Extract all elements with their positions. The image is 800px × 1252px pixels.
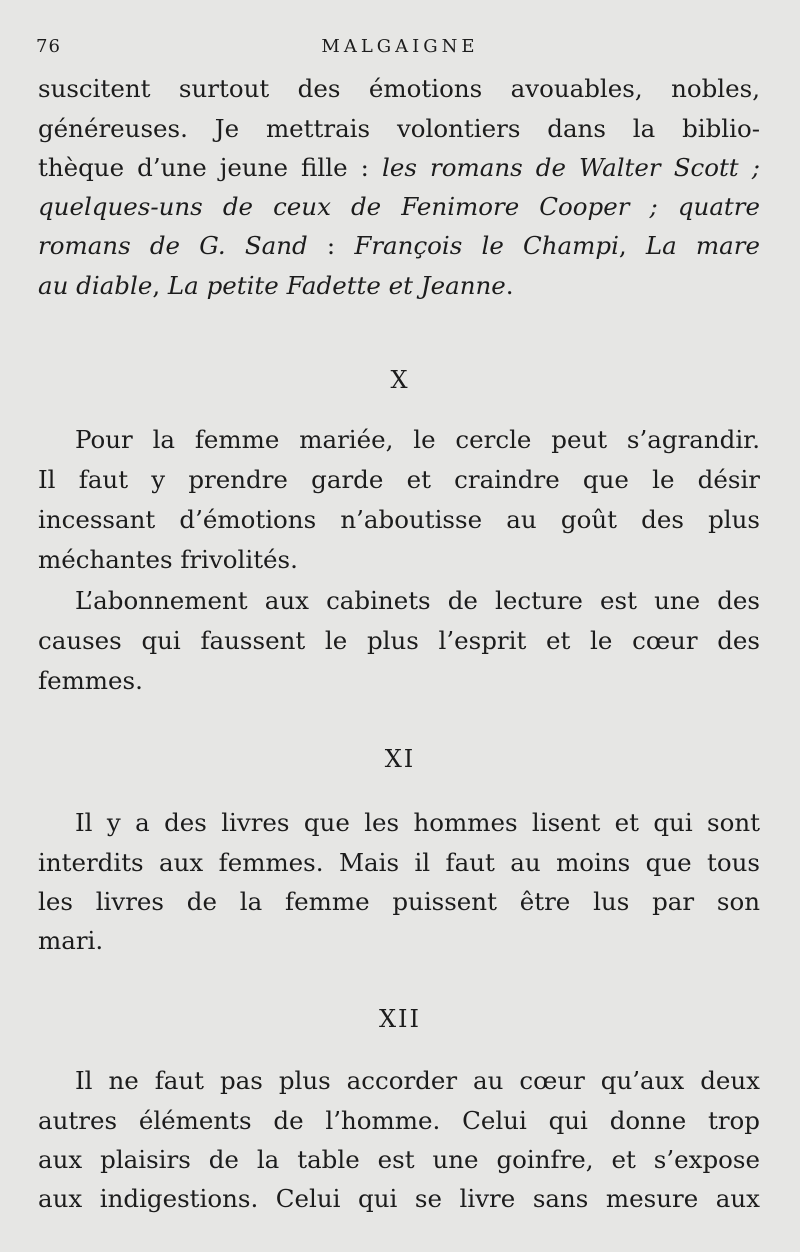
running-head: MALGAIGNE — [321, 36, 479, 57]
text-line: Il y a des livres que les hommes lisent et qui sont — [75, 808, 760, 837]
text-line: Pour la femme mariée, le cercle peut s’agrandir. — [75, 425, 760, 454]
text-line: Il faut y prendre garde et craindre que le désir — [38, 465, 760, 494]
text-span: suscitent surtout des émotions avouables, nobles, — [38, 74, 760, 103]
text-line: mari. — [38, 926, 104, 955]
text-line — [38, 231, 760, 261]
text-span: , — [618, 231, 646, 260]
text-line: incessant d’émotions n’aboutisse au goût des plus — [38, 505, 760, 534]
italic-text-span: romans de G. Sand — [38, 231, 308, 260]
italic-text-span: quelques-uns de ceux de Fenimore Cooper ; quatre — [38, 192, 760, 221]
text-span: , — [152, 271, 168, 300]
text-line — [38, 74, 760, 104]
text-line: femmes. — [38, 666, 143, 695]
text-span: : — [307, 231, 355, 260]
text-line: Il ne faut pas plus accorder au cœur qu’aux deux — [75, 1066, 760, 1095]
text-span: généreuses. Je mettrais volontiers dans la biblio- — [38, 114, 760, 143]
text-line: causes qui faussent le plus l’esprit et le cœur des — [38, 626, 760, 655]
text-line — [38, 271, 760, 301]
text-line: autres éléments de l’homme. Celui qui donne trop — [38, 1106, 760, 1135]
text-span: . — [505, 271, 514, 300]
section-heading-xi: XI — [384, 745, 416, 773]
italic-text-span: François le Champi — [354, 231, 619, 260]
italic-text-span: La mare — [645, 231, 760, 260]
text-line: aux indigestions. Celui qui se livre sans mesure aux — [38, 1184, 760, 1213]
text-line — [38, 114, 760, 144]
section-heading-x: X — [390, 366, 410, 394]
italic-text-span: au diable — [38, 271, 153, 300]
italic-text-span: les romans de Walter Scott ; — [382, 153, 760, 182]
text-line: interdits aux femmes. Mais il faut au moins que tous — [38, 848, 760, 877]
text-line: les livres de la femme puissent être lus par son — [38, 887, 760, 916]
page-number: 76 — [36, 36, 61, 57]
section-heading-xii: XII — [378, 1005, 422, 1033]
text-line — [38, 153, 760, 183]
text-line — [38, 192, 760, 222]
text-line: L’abonnement aux cabinets de lecture est une des — [75, 586, 760, 615]
page-header — [0, 36, 800, 62]
italic-text-span: La petite Fadette et Jeanne — [167, 271, 506, 300]
text-span: thèque d’une jeune fille : — [38, 153, 383, 182]
text-line: aux plaisirs de la table est une goinfre, et s’expose — [38, 1145, 760, 1174]
text-line: méchantes frivolités. — [38, 545, 298, 574]
